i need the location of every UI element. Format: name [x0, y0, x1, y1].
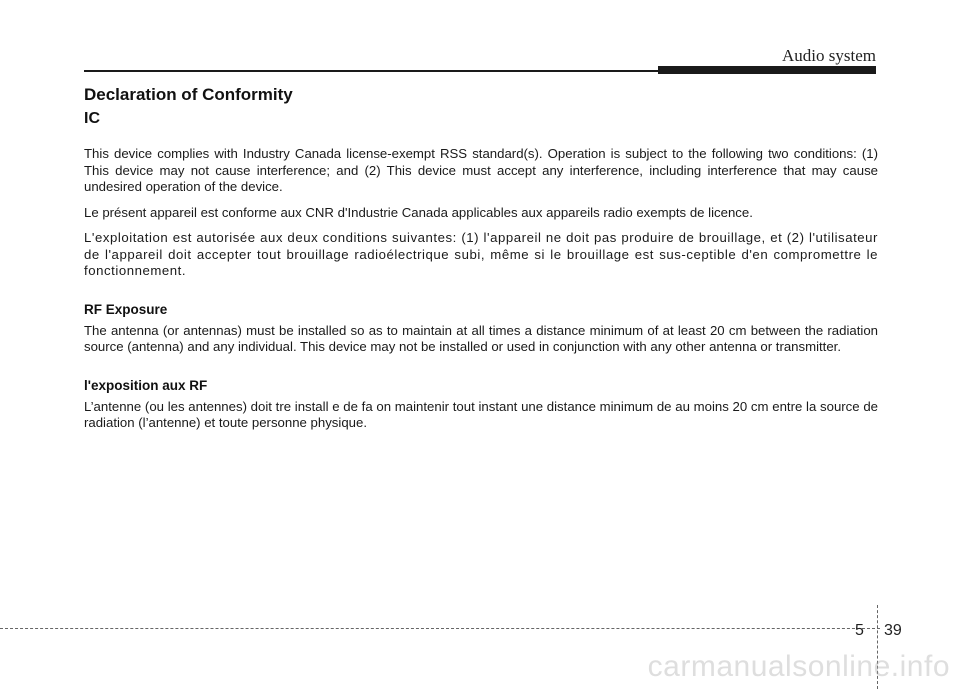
section-title: Declaration of Conformity: [84, 85, 293, 104]
ic-paragraph-english: This device complies with Industry Canada license-exempt RSS standard(s). Operation is subject to the following two conditions: (1) This device may not cause interference; and (2) This device must accept any interference, including interference that may cause undesired operation of the device.: [84, 146, 878, 194]
page-content: [84, 85, 878, 441]
rf-exposure-title: RF Exposure: [84, 301, 168, 317]
subsection-title-ic: IC: [84, 110, 100, 127]
ic-paragraph-french-2: L'exploitation est autorisée aux deux conditions suivantes: (1) l'appareil ne doit pas produire de brouillage, et (2) l'utilisateur de l'appareil doit accepter tout brouillage radioélectrique subi, même si le brouillage est sus-ceptible d'en compromettre le fonctionnement.: [84, 230, 878, 278]
ic-paragraph-french-1: Le présent appareil est conforme aux CNR d'Industrie Canada applicables aux appareils radio exempts de licence.: [84, 204, 753, 220]
header-rule-thin: [84, 70, 660, 72]
page-number: 39: [884, 622, 902, 639]
page-chapter-number: 5: [855, 622, 864, 639]
rf-exposure-paragraph: The antenna (or antennas) must be installed so as to maintain at all times a distance minimum of at least 20 cm between the radiation source (antenna) and any individual. This device may not be installed or used in conjunction with any other antenna or transmitter.: [84, 322, 878, 354]
rf-exposure-french-title: l'exposition aux RF: [84, 377, 208, 393]
header-rule-thick: [658, 66, 876, 74]
header-title: Audio system: [782, 46, 876, 65]
footer-dashed-rule: [0, 628, 880, 629]
watermark-text: carmanualsonline.info: [647, 650, 950, 683]
rf-exposure-french-paragraph: L’antenne (ou les antennes) doit tre install e de fa on maintenir tout instant une distance minimum de au moins 20 cm entre la source de radiation (l’antenne) et toute personne physique.: [84, 398, 878, 430]
